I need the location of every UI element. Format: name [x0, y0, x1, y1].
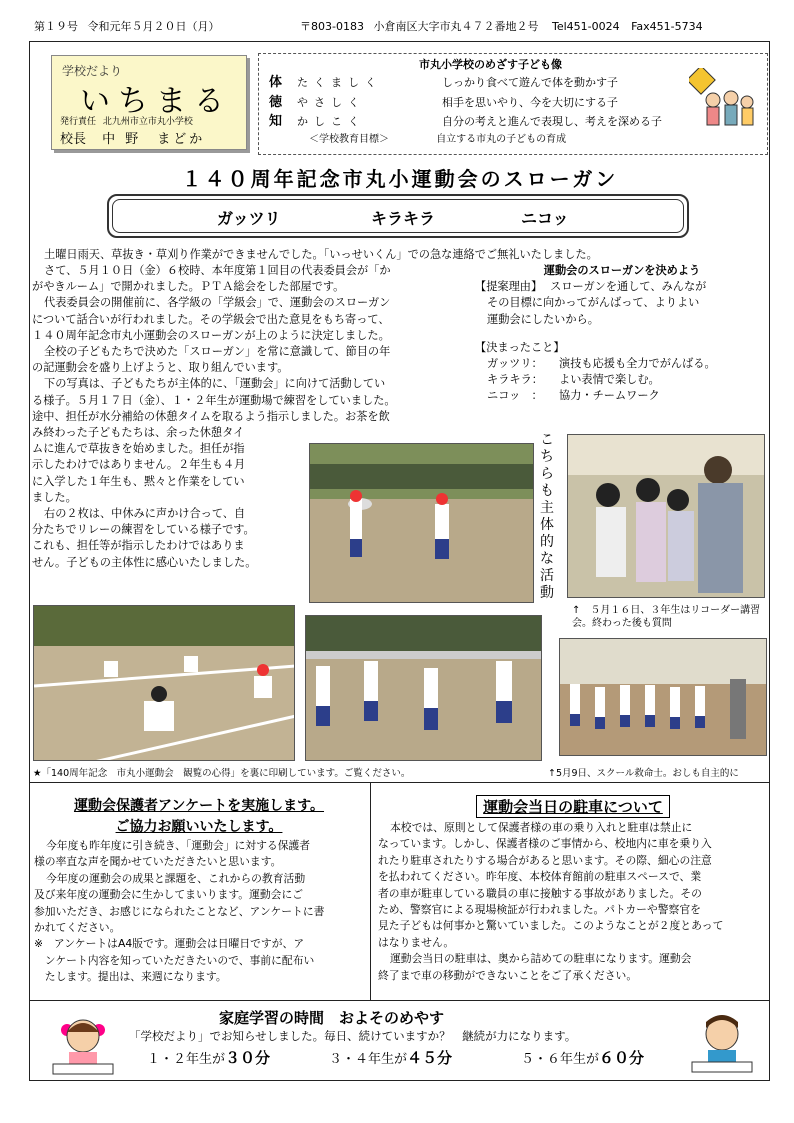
goal-row: [269, 71, 618, 90]
text-line: に入学した１年生も、黙々と作業をしてい: [32, 474, 245, 488]
decided-word: ガッツリ：: [487, 357, 543, 371]
education-goal: [309, 130, 566, 145]
grade-label: ５・６年生が: [521, 1052, 600, 1067]
reason-text: 運動会にしたいから。: [487, 312, 599, 326]
survey-body: [34, 838, 364, 986]
section-divider: [29, 782, 770, 783]
text-line: これも、担任等が指示したわけではありま: [32, 539, 245, 553]
article-headline: １４０周年記念市丸小運動会のスローガン: [181, 167, 619, 191]
homework-section: [29, 1000, 770, 1081]
goal-row: [269, 110, 662, 129]
slogan-word: ガッツリ: [217, 209, 281, 228]
decided-desc: 協力・チームワーク: [559, 389, 660, 403]
article-body-narrow: [32, 425, 302, 571]
caption-recorder: ↑ ５月１６日、３年生はリコーダー講習会。終わった後も質問: [572, 605, 761, 629]
reason-label: 【提案理由】: [475, 280, 543, 294]
school-goals: [258, 53, 768, 155]
issue-number: 第１９号: [34, 20, 78, 33]
text-line: ※ アンケートはA4版です。運動会は日曜日ですが、ア: [34, 937, 305, 951]
text-line: せん。子どもの主体性に感心いたしました。: [32, 555, 257, 569]
goal-desc: しっかり食べて遊んで体を動かす子: [442, 76, 618, 89]
goal-desc: 相手を思いやり、今を大切にする子: [442, 96, 618, 109]
text-line: 示したわけではありません。２年生も４月: [32, 458, 246, 472]
masthead-publisher: [60, 114, 193, 127]
slogan-decision: [475, 263, 769, 405]
text-line: 途中、担任が水分補給の休憩タイムを取るよう指示しました。お茶を飲: [32, 409, 390, 423]
text-line: れたり駐車されたりする場合があると思います。その際、細心の注意: [378, 853, 712, 867]
text-line: 右の２枚は、中休みに声かけ合って、自: [44, 507, 246, 521]
survey-title: 運動会保護者アンケートを実施します。: [73, 798, 325, 814]
text-line: なっています。しかし、保護者様のご事情から、校地内に車を乗り入: [378, 837, 712, 851]
girl-studying-icon: [47, 1008, 119, 1078]
text-line: の記運動会を盛り上げようと、取り組んでいます。: [32, 361, 289, 375]
text-line: 者の車が駐車している職員の車に接触する事故がありました。その: [378, 886, 702, 900]
fax-number: Fax451-5734: [631, 20, 703, 33]
grade-label: ３・４年生が: [329, 1052, 408, 1067]
text-line: 参加いただき、お感じになられたことなど、アンケートに書: [34, 904, 325, 918]
school-contact: [300, 18, 703, 34]
grade-time: ４５分: [407, 1049, 453, 1067]
classroom-photo-icon: [568, 435, 765, 598]
text-line: 運動会当日の駐車は、奥から詰めての駐車になります。運動会: [390, 952, 692, 966]
decided-item: [475, 388, 769, 404]
publisher-label: 発行責任: [60, 117, 97, 127]
decided-desc: 演技も応援も全力でがんばる。: [559, 357, 716, 371]
text-line: 全校の子どもたちで決めた「スローガン」を常に意識して、節目の年: [44, 345, 391, 359]
goal-word: やさしく: [297, 96, 365, 109]
caption-star-note: ★「140周年記念 市丸小運動会 観覧の心得」を裏に印刷しています。ご覧ください。: [33, 768, 411, 779]
school-address: 小倉南区大字市丸４７２番地２号: [373, 20, 539, 33]
text-line: 本校では、原則として保護者様の車の乗り入れと駐車は禁止に: [390, 821, 693, 834]
boy-studying-icon: [686, 1006, 758, 1078]
header-bar: [34, 18, 220, 34]
text-line: 分たちでリレーの練習をしている様子です。: [32, 523, 255, 537]
decided-word: キラキラ：: [487, 373, 543, 387]
text-line: 今年度の運動会の成果と課題を、これからの教育活動: [46, 871, 306, 885]
parking-body: [378, 820, 768, 984]
grade-label: １・２年生が: [147, 1052, 226, 1067]
photo-lifesaving-class: [559, 638, 767, 756]
text-line: さて、５月１０日（金）６校時、本年度第１回目の代表委員会が「か: [44, 264, 391, 277]
vertical-caption: こちらも主体的な活動: [540, 432, 554, 601]
text-line: 今年度も昨年度に引き続き、「運動会」に対する保護者: [46, 839, 311, 852]
article-body: [32, 263, 472, 425]
text-line: はなりません。: [378, 935, 455, 949]
masthead-principal: [60, 128, 205, 147]
text-line: ムに進んで草抜きを始めました。担任が指: [32, 442, 245, 456]
masthead-title: いちまる: [80, 84, 232, 119]
goal-key: 知: [269, 114, 283, 129]
photo-relay-practice: [305, 615, 542, 761]
parking-title: 運動会当日の駐車について: [476, 795, 670, 818]
education-goal-text: 自立する市丸の子どもの育成: [436, 134, 567, 145]
issue-date: 令和元年５月２０日（月）: [87, 20, 220, 33]
text-line: 様の率直な声を聞かせていただきたいと思います。: [34, 855, 282, 869]
text-line: ました。: [32, 490, 77, 504]
text-line: 及び来年度の運動会に生かしてまいります。運動会にご: [34, 888, 304, 902]
relay-photo-icon: [306, 616, 542, 761]
text-line: １４０周年記念市丸小運動会のスローガンが上のように決定しました。: [32, 328, 390, 342]
text-line: み終わった子どもたちは、余った休憩タイ: [32, 426, 245, 439]
slogan-banner: [107, 194, 689, 238]
text-line: を払われてください。昨年度、本校体育館前の駐車スペースで、業: [378, 870, 702, 884]
text-line: 代表委員会の開催前に、各学級の「学級会」で、運動会のスローガン: [44, 296, 391, 310]
photo-grass-weeding: [33, 605, 295, 761]
parking-section: [378, 795, 768, 984]
text-line: ンケート内容を知っていただきたいので、事前に配布い: [34, 953, 315, 967]
photo-recorder-session: [567, 434, 765, 598]
grade-time: ６０分: [599, 1049, 645, 1067]
text-line: 下の写真は、子どもたちが主体的に、「運動会」に向けて活動してい: [44, 377, 386, 391]
text-line: かれてください。: [34, 921, 121, 935]
homework-title: 家庭学習の時間 およそのめやす: [219, 1009, 445, 1027]
reason-line: [475, 279, 769, 295]
column-divider: [370, 782, 371, 1000]
text-line: 見た子どもは何事かと驚いていました。このようなことが２度とあって: [378, 919, 724, 933]
reason-text: スローガンを通して、みんなが: [550, 280, 707, 294]
text-line: がやきルーム」で開かれました。ＰＴＡ総会をした部屋です。: [32, 280, 345, 294]
homework-grade: [329, 1047, 452, 1068]
survey-section: [34, 795, 364, 986]
children-group-icon: [689, 68, 759, 138]
decided-word: ニコッ ：: [487, 389, 543, 403]
text-line: る様子。５月１７日（金）、１・２年生が運動場で練習をしていました。: [32, 393, 396, 407]
survey-subtitle: ご協力お願いいたします。: [115, 819, 283, 835]
postal-code: 〒803-0183: [300, 20, 364, 33]
tel-number: Tel451-0024: [551, 20, 620, 33]
decided-desc: よい表情で楽しむ。: [559, 373, 660, 387]
goal-word: かしこく: [297, 115, 365, 128]
decided-item: [475, 372, 769, 388]
article-intro: 土曜日雨天、草抜き・草刈り作業ができませんでした。「いっせいくん」での急な連絡でご無礼いたしました。: [44, 248, 598, 261]
goal-desc: 自分の考えと進んで表現し、考えを深める子: [442, 115, 662, 128]
homework-grade: [521, 1047, 644, 1068]
reason-text: その目標に向かってがんばって、よりよい: [487, 296, 700, 310]
text-line: たします。提出は、来週になります。: [34, 970, 227, 984]
homework-grade: [147, 1047, 270, 1068]
education-goal-label: ＜学校教育目標＞: [309, 134, 389, 145]
caption-lifesaving: ↑5月9日、スクール救命士。おしも自主的に: [548, 768, 739, 779]
goal-word: たくましく: [297, 76, 382, 89]
slogan-word: ニコッ: [521, 209, 569, 228]
goals-heading: 市丸小学校のめざす子ども像: [419, 58, 562, 71]
publisher-name: 北九州市立市丸小学校: [102, 117, 193, 127]
principal-label: 校長: [60, 132, 87, 147]
photo-weeding-children: [309, 443, 534, 603]
text-line: ため、警察官による現場検証が行われました。パトカーや警察官を: [378, 903, 701, 917]
field-photo-icon: [310, 444, 534, 603]
slogan-decision-heading: 運動会のスローガンを決めよう: [543, 264, 701, 277]
goal-key: 体: [269, 75, 283, 90]
decided-label: 【決まったこと】: [475, 340, 565, 354]
homework-message: 「学校だより」でお知らせしました。毎日、続けていますか？ 継続が力になります。: [129, 1029, 577, 1043]
slogan-word: キラキラ: [371, 209, 436, 228]
grade-time: ３０分: [225, 1049, 271, 1067]
goal-row: [269, 91, 618, 110]
decided-item: [475, 356, 769, 372]
goal-key: 徳: [269, 95, 283, 110]
gym-photo-icon: [560, 639, 767, 756]
text-line: 終了まで車の移動ができないことをご了承ください。: [378, 968, 638, 982]
principal-name: 中 野 まどか: [102, 132, 206, 147]
weeding-photo-icon: [34, 606, 295, 761]
text-line: について話合いが行われました。その学級会で出た意見をもち寄って、: [32, 312, 390, 326]
masthead: [51, 55, 247, 150]
masthead-subtitle: 学校だより: [62, 64, 123, 78]
